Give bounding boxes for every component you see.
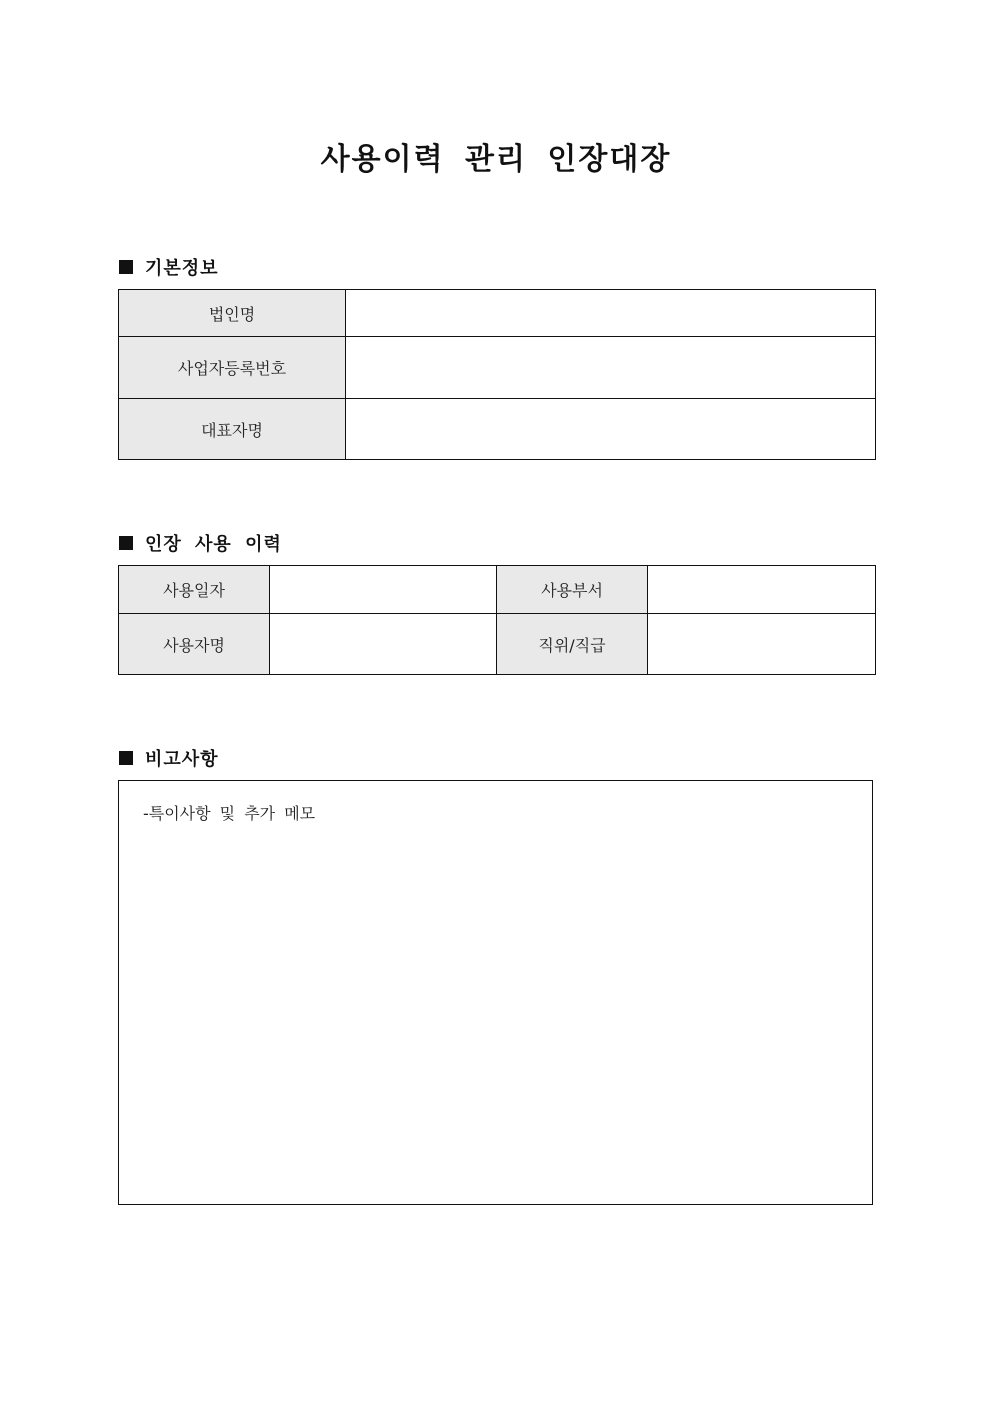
- label-representative-name: 대표자명: [119, 399, 346, 460]
- square-bullet-icon: [119, 536, 133, 550]
- table-row: [119, 290, 876, 337]
- business-reg-number-field[interactable]: [346, 337, 876, 399]
- section-title: 기본정보: [145, 258, 219, 279]
- label-usage-date: 사용일자: [119, 566, 270, 614]
- label-business-reg-number: 사업자등록번호: [119, 337, 346, 399]
- position-rank-field[interactable]: [648, 614, 876, 675]
- remarks-placeholder-text: -특이사항 및 추가 메모: [143, 804, 316, 823]
- label-company-name: 법인명: [119, 290, 346, 337]
- company-name-field[interactable]: [346, 290, 876, 337]
- table-row: [119, 566, 876, 614]
- user-name-field[interactable]: [270, 614, 497, 675]
- basic-info-table: [118, 289, 876, 460]
- table-row: [119, 337, 876, 399]
- table-row: [119, 399, 876, 460]
- representative-name-field[interactable]: [346, 399, 876, 460]
- section-basic-info-heading: [119, 254, 219, 280]
- usage-department-field[interactable]: [648, 566, 876, 614]
- section-remarks-heading: [119, 745, 219, 771]
- label-position-rank: 직위/직급: [497, 614, 648, 675]
- usage-history-table: [118, 565, 876, 675]
- square-bullet-icon: [119, 260, 133, 274]
- section-usage-history-heading: [119, 530, 282, 556]
- section-title: 인장 사용 이력: [145, 534, 282, 555]
- label-usage-department: 사용부서: [497, 566, 648, 614]
- square-bullet-icon: [119, 751, 133, 765]
- usage-date-field[interactable]: [270, 566, 497, 614]
- page-title: 사용이력 관리 인장대장: [320, 142, 672, 177]
- label-user-name: 사용자명: [119, 614, 270, 675]
- section-title: 비고사항: [145, 749, 219, 770]
- remarks-textarea[interactable]: [118, 780, 873, 1205]
- table-row: [119, 614, 876, 675]
